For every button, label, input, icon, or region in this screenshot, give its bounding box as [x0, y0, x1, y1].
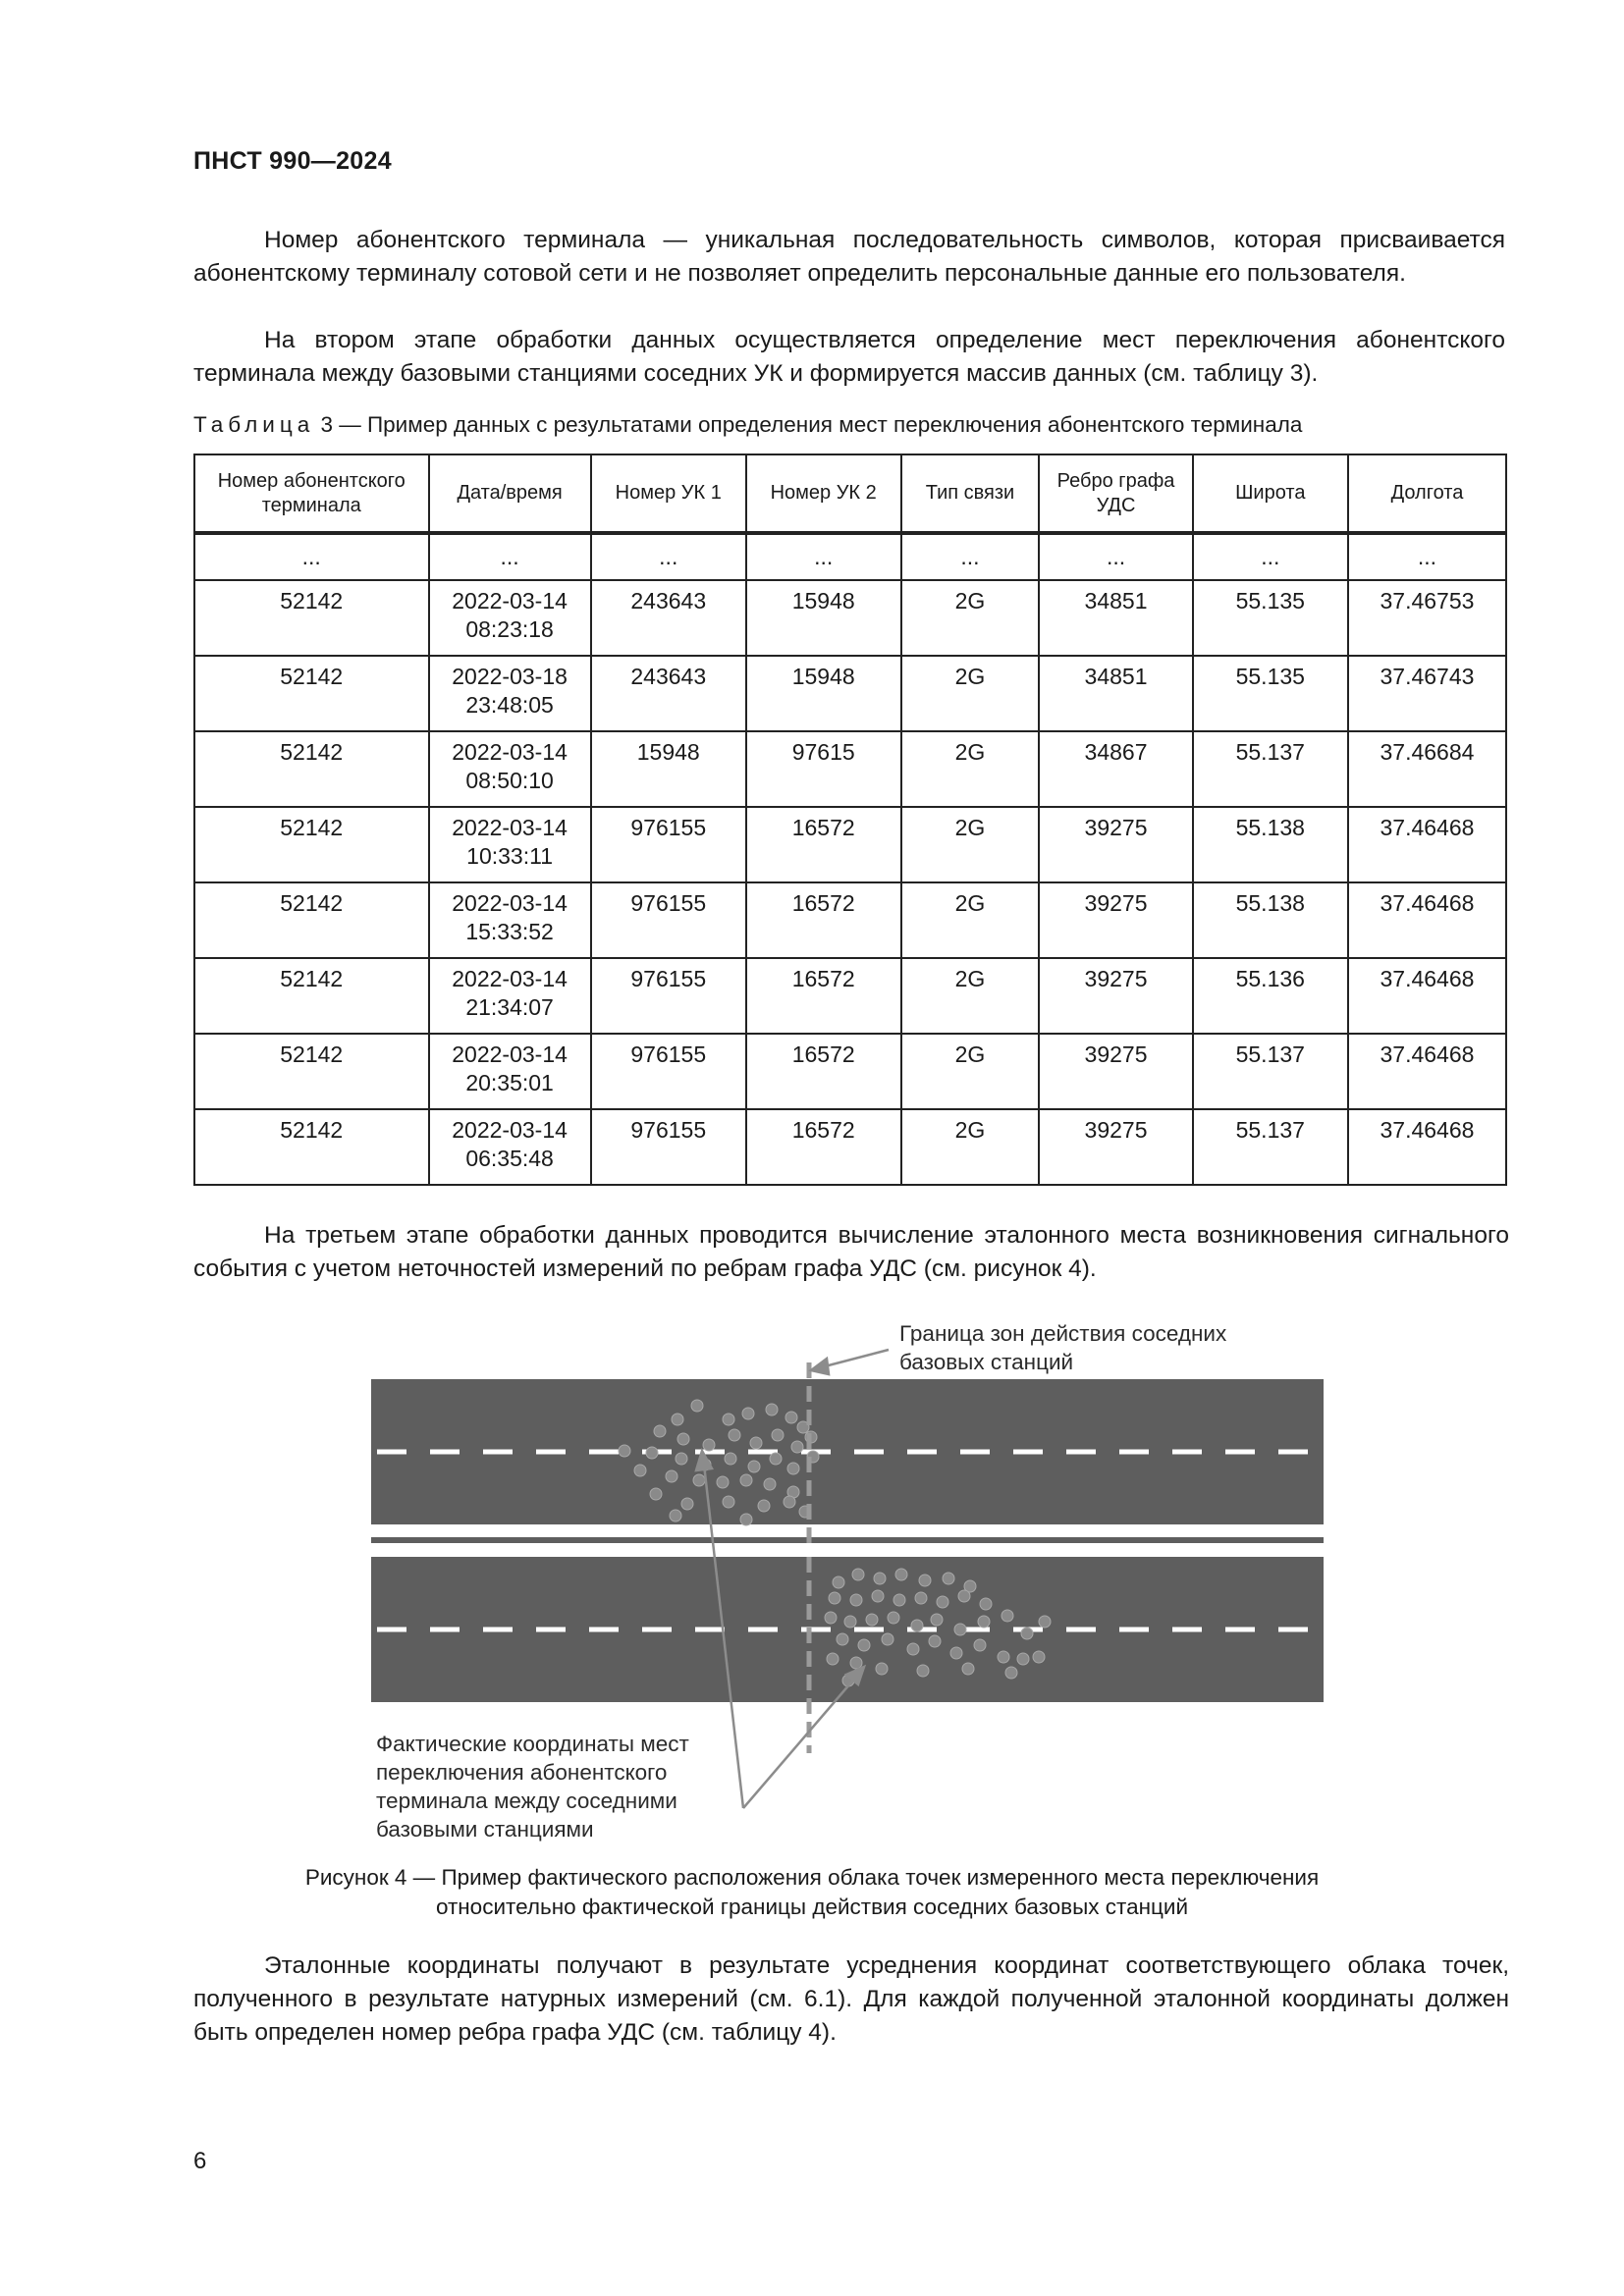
cell-date: 2022-03-14 — [452, 966, 568, 991]
cell-latitude: 55.135 — [1193, 580, 1348, 656]
measurement-point — [833, 1576, 844, 1588]
lane-dash — [1119, 1450, 1149, 1455]
measurement-point — [646, 1447, 658, 1459]
lane-dash — [483, 1628, 513, 1632]
lane-dash — [589, 1628, 619, 1632]
cell-time: 06:35:48 — [465, 1146, 554, 1171]
cell-time: 21:34:07 — [465, 994, 554, 1020]
cell-terminal-number: 52142 — [194, 807, 429, 882]
cell-graph-edge: 39275 — [1039, 958, 1192, 1034]
lane-dash — [1225, 1450, 1255, 1455]
lane-dash — [536, 1628, 566, 1632]
lane-dash — [748, 1628, 778, 1632]
table-header-row — [194, 454, 1506, 533]
figure-caption — [285, 1863, 1339, 1922]
cell-latitude: 55.138 — [1193, 882, 1348, 958]
measurement-point — [717, 1476, 729, 1488]
cell-connection-type: 2G — [901, 580, 1040, 656]
ellipsis-cell: ... — [194, 533, 429, 580]
lane-dash — [377, 1628, 406, 1632]
points-label-line: терминала между соседними — [376, 1789, 677, 1813]
measurement-point — [837, 1633, 848, 1645]
cell-connection-type: 2G — [901, 882, 1040, 958]
cell-uk1: 243643 — [591, 580, 746, 656]
header-latitude: Широта — [1193, 454, 1348, 533]
cell-terminal-number: 52142 — [194, 656, 429, 731]
cell-date: 2022-03-18 — [452, 664, 568, 689]
cell-datetime — [429, 656, 591, 731]
header-terminal-number: Номер абонентского терминала — [194, 454, 429, 533]
cell-longitude: 37.46468 — [1348, 958, 1506, 1034]
table-row — [194, 1034, 1506, 1109]
measurement-point — [850, 1657, 862, 1669]
measurement-point — [703, 1439, 715, 1451]
arrow-lower-cluster — [743, 1677, 856, 1808]
lane-dash — [430, 1628, 460, 1632]
points-label — [376, 1730, 689, 1843]
lane-dash — [907, 1628, 937, 1632]
measurement-point — [654, 1425, 666, 1437]
measurement-point — [748, 1461, 760, 1472]
measurement-point — [915, 1592, 927, 1604]
measurement-point — [943, 1573, 954, 1584]
cell-terminal-number: 52142 — [194, 580, 429, 656]
measurement-point — [958, 1590, 970, 1602]
arrow-head — [846, 1667, 864, 1684]
points-label-line: Фактические координаты мест — [376, 1732, 689, 1756]
table-row — [194, 882, 1506, 958]
cell-terminal-number: 52142 — [194, 1034, 429, 1109]
measurement-point — [742, 1408, 754, 1419]
cell-graph-edge: 34851 — [1039, 656, 1192, 731]
arrow-head — [696, 1451, 712, 1470]
page-number: 6 — [193, 2148, 207, 2174]
measurement-point — [650, 1488, 662, 1500]
lane-dash — [1225, 1628, 1255, 1632]
lane-dash — [854, 1450, 884, 1455]
header-uk1: Номер УК 1 — [591, 454, 746, 533]
ellipsis-cell: ... — [429, 533, 591, 580]
measurement-point — [1033, 1651, 1045, 1663]
table-caption-prefix: Таблица — [193, 412, 315, 437]
cell-uk2: 16572 — [746, 882, 901, 958]
measurement-point — [1005, 1667, 1017, 1679]
switching-data-table — [193, 454, 1507, 1186]
points-label-line: базовыми станциями — [376, 1817, 594, 1842]
boundary-label-line: Граница зон действия соседних — [899, 1321, 1227, 1346]
cell-uk1: 976155 — [591, 1109, 746, 1185]
table-row — [194, 580, 1506, 656]
cell-uk1: 976155 — [591, 1034, 746, 1109]
lane-dash — [1066, 1628, 1096, 1632]
lane-dash — [960, 1450, 990, 1455]
measurement-point — [842, 1675, 854, 1686]
cell-datetime — [429, 882, 591, 958]
table-row — [194, 958, 1506, 1034]
upper-road — [371, 1379, 1324, 1524]
measurement-point — [829, 1592, 840, 1604]
cell-date: 2022-03-14 — [452, 588, 568, 614]
measurement-point — [964, 1580, 976, 1592]
lane-dash — [695, 1628, 725, 1632]
cell-date: 2022-03-14 — [452, 1041, 568, 1067]
boundary-label — [899, 1319, 1226, 1376]
road-separator-line — [371, 1537, 1324, 1543]
measurement-point — [974, 1639, 986, 1651]
lane-dash — [642, 1450, 672, 1455]
measurement-point — [998, 1651, 1009, 1663]
lane-dash — [854, 1628, 884, 1632]
ellipsis-cell: ... — [746, 533, 901, 580]
measurement-point — [1039, 1616, 1051, 1628]
measurement-point — [911, 1620, 923, 1631]
measurement-point — [907, 1643, 919, 1655]
lane-dash — [1119, 1628, 1149, 1632]
measurement-point — [827, 1653, 839, 1665]
measurement-point — [874, 1573, 886, 1584]
measurement-point — [770, 1453, 782, 1465]
measurement-point — [1021, 1628, 1033, 1639]
measurement-point — [723, 1496, 734, 1508]
lane-dash — [695, 1450, 725, 1455]
cell-uk2: 16572 — [746, 958, 901, 1034]
cell-uk1: 15948 — [591, 731, 746, 807]
measurement-point — [691, 1400, 703, 1412]
header-connection-type: Тип связи — [901, 454, 1040, 533]
measurement-point — [850, 1594, 862, 1606]
measurement-point — [699, 1459, 711, 1470]
ellipsis-cell: ... — [591, 533, 746, 580]
paragraph-reference-coordinates: Эталонные координаты получают в результате усреднения координат соответствующего облака точек, полученного в результате натурных измерений (см. 6.1). Для каждой полученной эталонной координаты должен быть определен номер ребра графа УДС (см. таблицу 4). — [193, 1952, 1509, 2046]
header-datetime: Дата/время — [429, 454, 591, 533]
measurement-point — [978, 1616, 990, 1628]
cell-connection-type: 2G — [901, 807, 1040, 882]
cell-latitude: 55.135 — [1193, 656, 1348, 731]
measurement-point — [1001, 1610, 1013, 1622]
cell-connection-type: 2G — [901, 1109, 1040, 1185]
measurement-point — [858, 1639, 870, 1651]
measurement-point — [681, 1498, 693, 1510]
measurement-point — [950, 1647, 962, 1659]
cell-longitude: 37.46468 — [1348, 807, 1506, 882]
measurement-point — [888, 1612, 899, 1624]
lane-dash — [483, 1450, 513, 1455]
ellipsis-cell: ... — [1348, 533, 1506, 580]
cell-uk2: 15948 — [746, 656, 901, 731]
cell-uk2: 16572 — [746, 807, 901, 882]
cell-graph-edge: 39275 — [1039, 807, 1192, 882]
measurement-point — [787, 1463, 799, 1474]
figure-caption-line: относительно фактической границы действия соседних базовых станций — [435, 1895, 1189, 1919]
lane-dash — [1066, 1450, 1096, 1455]
cell-uk1: 976155 — [591, 958, 746, 1034]
header-graph-edge: Ребро графа УДС — [1039, 454, 1192, 533]
measurement-point — [764, 1478, 776, 1490]
cell-graph-edge: 34867 — [1039, 731, 1192, 807]
table-row — [194, 807, 1506, 882]
arrow-boundary-pointer — [821, 1350, 889, 1367]
lane-dash — [801, 1450, 831, 1455]
measurement-point — [666, 1470, 677, 1482]
ellipsis-cell: ... — [1039, 533, 1192, 580]
cell-terminal-number: 52142 — [194, 882, 429, 958]
measurement-point — [807, 1451, 819, 1463]
cell-connection-type: 2G — [901, 731, 1040, 807]
cell-datetime — [429, 731, 591, 807]
cell-longitude: 37.46684 — [1348, 731, 1506, 807]
cell-longitude: 37.46468 — [1348, 1109, 1506, 1185]
measurement-point — [954, 1624, 966, 1635]
cell-longitude: 37.46743 — [1348, 656, 1506, 731]
paragraph-stage-two: На втором этапе обработки данных осуществляется определение мест переключения абонентского терминала между базовыми станциями соседних УК и формируется массив данных (см. таблицу 3). — [193, 327, 1505, 387]
cell-terminal-number: 52142 — [194, 731, 429, 807]
measurement-point — [799, 1506, 811, 1518]
cell-datetime — [429, 807, 591, 882]
lane-dash — [642, 1628, 672, 1632]
cell-date: 2022-03-14 — [452, 739, 568, 765]
lane-dash — [430, 1450, 460, 1455]
cell-uk2: 16572 — [746, 1034, 901, 1109]
lane-dash — [748, 1450, 778, 1455]
cell-latitude: 55.137 — [1193, 1109, 1348, 1185]
measurement-point — [784, 1496, 795, 1508]
cell-terminal-number: 52142 — [194, 1109, 429, 1185]
measurement-point — [766, 1404, 778, 1415]
cell-uk2: 15948 — [746, 580, 901, 656]
cell-graph-edge: 34851 — [1039, 580, 1192, 656]
measurement-point — [805, 1431, 817, 1443]
cell-time: 08:50:10 — [465, 768, 554, 793]
cell-graph-edge: 39275 — [1039, 1109, 1192, 1185]
cell-datetime — [429, 1109, 591, 1185]
cell-connection-type: 2G — [901, 656, 1040, 731]
measurement-point — [919, 1575, 931, 1586]
figure-caption-line: Рисунок 4 — Пример фактического расположения облака точек измеренного места переключения — [304, 1865, 1320, 1890]
cell-uk2: 16572 — [746, 1109, 901, 1185]
measurement-point — [693, 1474, 705, 1486]
measurement-point — [619, 1445, 630, 1457]
measurement-point — [937, 1596, 948, 1608]
table-row — [194, 656, 1506, 731]
table-caption — [193, 412, 1302, 438]
measurement-point — [893, 1594, 905, 1606]
measurement-point — [740, 1474, 752, 1486]
cell-datetime — [429, 1034, 591, 1109]
measurement-point — [758, 1500, 770, 1512]
paragraph-stage-three: На третьем этапе обработки данных проводится вычисление эталонного места возникновения сигнального события с учетом неточностей измерений по ребрам графа УДС (см. рисунок 4). — [193, 1222, 1509, 1282]
cell-longitude: 37.46468 — [1348, 882, 1506, 958]
measurement-point — [866, 1614, 878, 1626]
lane-dash — [1172, 1628, 1202, 1632]
cell-time: 20:35:01 — [465, 1070, 554, 1095]
measurement-point — [962, 1663, 974, 1675]
document-id: ПНСТ 990—2024 — [193, 147, 392, 175]
cell-time: 15:33:52 — [465, 919, 554, 944]
measurement-point — [882, 1633, 893, 1645]
cell-graph-edge: 39275 — [1039, 1034, 1192, 1109]
measurement-point — [672, 1414, 683, 1425]
measurement-point — [895, 1569, 907, 1580]
lane-dash — [907, 1450, 937, 1455]
cell-date: 2022-03-14 — [452, 815, 568, 840]
measurement-point — [1017, 1653, 1029, 1665]
cell-time: 08:23:18 — [465, 616, 554, 642]
cell-graph-edge: 39275 — [1039, 882, 1192, 958]
cell-connection-type: 2G — [901, 1034, 1040, 1109]
lane-dash — [1278, 1450, 1308, 1455]
measurement-point — [787, 1486, 799, 1498]
measurement-point — [917, 1665, 929, 1677]
cell-date: 2022-03-14 — [452, 1117, 568, 1143]
cell-time: 10:33:11 — [466, 843, 553, 869]
table-ellipsis-row — [194, 533, 1506, 580]
ellipsis-cell: ... — [901, 533, 1040, 580]
cell-latitude: 55.136 — [1193, 958, 1348, 1034]
measurement-point — [929, 1635, 941, 1647]
measurement-point — [723, 1414, 734, 1425]
cell-uk1: 976155 — [591, 882, 746, 958]
ellipsis-cell: ... — [1193, 533, 1348, 580]
cell-date: 2022-03-14 — [452, 890, 568, 916]
cell-latitude: 55.138 — [1193, 807, 1348, 882]
cell-longitude: 37.46468 — [1348, 1034, 1506, 1109]
cell-uk2: 97615 — [746, 731, 901, 807]
measurement-point — [825, 1612, 837, 1624]
measurement-point — [931, 1614, 943, 1626]
lane-dash — [1172, 1450, 1202, 1455]
measurement-point — [872, 1590, 884, 1602]
cell-terminal-number: 52142 — [194, 958, 429, 1034]
cell-datetime — [429, 580, 591, 656]
header-longitude: Долгота — [1348, 454, 1506, 533]
arrow-head — [811, 1359, 829, 1374]
measurement-point — [844, 1616, 856, 1628]
measurement-point — [980, 1598, 992, 1610]
measurement-point — [676, 1453, 687, 1465]
table-row — [194, 1109, 1506, 1185]
table-row — [194, 731, 1506, 807]
cell-connection-type: 2G — [901, 958, 1040, 1034]
table-caption-text: 3 — Пример данных с результатами определения мест переключения абонентского терминала — [314, 412, 1303, 437]
header-uk2: Номер УК 2 — [746, 454, 901, 533]
measurement-point — [670, 1510, 681, 1522]
measurement-point — [677, 1433, 689, 1445]
lane-dash — [960, 1628, 990, 1632]
measurement-point — [634, 1465, 646, 1476]
measurement-point — [729, 1429, 740, 1441]
cell-time: 23:48:05 — [465, 692, 554, 718]
boundary-label-line: базовых станций — [899, 1350, 1074, 1374]
lane-dash — [536, 1450, 566, 1455]
lane-dash — [1278, 1628, 1308, 1632]
measurement-point — [725, 1453, 736, 1465]
measurement-point — [876, 1663, 888, 1675]
cell-uk1: 243643 — [591, 656, 746, 731]
measurement-point — [750, 1437, 762, 1449]
cell-latitude: 55.137 — [1193, 1034, 1348, 1109]
measurement-point — [772, 1429, 784, 1441]
lower-road — [371, 1557, 1324, 1702]
cell-datetime — [429, 958, 591, 1034]
arrow-upper-cluster — [704, 1465, 743, 1808]
measurement-point — [785, 1412, 797, 1423]
paragraph-terminal-number: Номер абонентского терминала — уникальная последовательность символов, которая присваивается абонентскому терминалу сотовой сети и не позволяет определить персональные данные его пользователя. — [193, 227, 1505, 287]
lane-dash — [377, 1450, 406, 1455]
lane-dash — [1013, 1450, 1043, 1455]
measurement-point — [791, 1441, 803, 1453]
cell-uk1: 976155 — [591, 807, 746, 882]
cell-longitude: 37.46753 — [1348, 580, 1506, 656]
lane-dash — [589, 1450, 619, 1455]
cell-latitude: 55.137 — [1193, 731, 1348, 807]
lane-dash — [1013, 1628, 1043, 1632]
points-label-line: переключения абонентского — [376, 1760, 668, 1785]
measurement-point — [797, 1421, 809, 1433]
measurement-point — [852, 1569, 864, 1580]
lane-dash — [801, 1628, 831, 1632]
measurement-point — [740, 1514, 752, 1525]
